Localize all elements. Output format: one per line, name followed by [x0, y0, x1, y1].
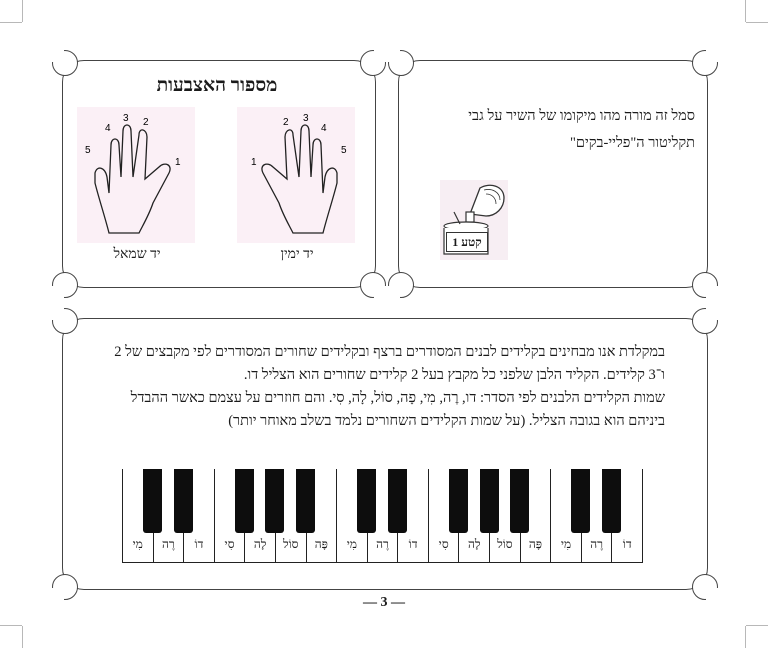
left-hand-card: [77, 107, 195, 243]
left-hand-icon: [77, 107, 195, 243]
white-key-label: סִי: [224, 537, 235, 551]
track-badge: קטע 1: [446, 232, 488, 252]
right-hand-finger-5: 5: [341, 145, 347, 156]
right-hand-card: [237, 107, 355, 243]
right-hand-icon: [237, 107, 355, 243]
playback-description-line-2: תקליטור ה"פליי-בקים": [570, 135, 695, 151]
white-key-label: דוֹ: [408, 537, 418, 551]
white-key-label: דוֹ: [194, 537, 204, 551]
right-hand-finger-1: 1: [251, 157, 257, 168]
white-key-label: לָה: [468, 537, 481, 551]
white-key-label: סוֹל: [497, 537, 513, 551]
playback-description-line-1: סמל זה מורה מהו מיקומו של השיר על גבי: [468, 108, 695, 124]
black-key[interactable]: [480, 469, 499, 533]
black-key[interactable]: [143, 469, 162, 533]
page-number-value: 3: [380, 595, 388, 610]
white-key-label: סוֹל: [282, 537, 299, 551]
white-key-label: מִי: [560, 537, 572, 551]
black-key[interactable]: [235, 469, 254, 533]
playback-description: [413, 103, 695, 157]
right-hand-label: יד ימין: [280, 247, 314, 262]
black-key[interactable]: [357, 469, 376, 533]
black-key[interactable]: [388, 469, 407, 533]
white-key-label: דוֹ: [622, 537, 632, 551]
white-key-label: לָה: [253, 537, 267, 551]
white-key-label: מִי: [132, 537, 143, 551]
keyboard-explanation: [103, 341, 665, 433]
black-key[interactable]: [265, 469, 284, 533]
finger-numbering-box: [62, 60, 376, 288]
gramophone-icon: [440, 180, 508, 260]
black-key[interactable]: [510, 469, 529, 533]
black-key[interactable]: [449, 469, 468, 533]
white-key-label: רֶה: [376, 537, 389, 551]
white-key-label: פָּה: [314, 537, 328, 551]
finger-numbering-title: מספור האצבעות: [156, 75, 278, 96]
right-hand-finger-3: 3: [303, 113, 309, 124]
right-hand-finger-4: 4: [321, 123, 327, 134]
left-hand-finger-2: 2: [143, 117, 149, 128]
white-key-label: רֶה: [161, 537, 175, 551]
white-key-label: רֶה: [590, 537, 603, 551]
black-key[interactable]: [602, 469, 621, 533]
left-hand-label: יד שמאל: [113, 247, 161, 262]
left-hand-finger-3: 3: [123, 113, 129, 124]
keyboard-explanation-line-1: במקלדת אנו מבחינים בקלידים לבנים המסודרים ברצף ובקלידים שחורים המסודרים לפי מקבצים של 2: [114, 344, 665, 360]
page-number: — 3 —: [363, 595, 405, 610]
black-key[interactable]: [174, 469, 193, 533]
keyboard-explanation-line-4: ביניהם הוא בגובה הצליל. (על שמות הקלידים השחורים נלמד בשלב מאוחר יותר): [228, 413, 665, 429]
black-key[interactable]: [571, 469, 590, 533]
left-hand-finger-1: 1: [175, 157, 181, 168]
keyboard-explanation-line-2: ו־3 קלידים. הקליד הלבן שלפני כל מקבץ בעל 2 קלידים שחורים הוא הצליל דו.: [243, 367, 665, 383]
keyboard-explanation-line-3: שמות הקלידים הלבנים לפי הסדר: דו, רֶה, מִי, פָה, סוֹל, לָה, סִי. והם חוזרים על עצמם כאשר ההבדל: [130, 390, 665, 406]
left-hand-finger-4: 4: [105, 123, 111, 134]
right-hand-finger-2: 2: [283, 117, 289, 128]
black-key[interactable]: [296, 469, 315, 533]
piano-keyboard: [122, 469, 642, 564]
white-key-label: סִי: [438, 537, 449, 551]
left-hand-finger-5: 5: [85, 145, 91, 156]
white-key-label: מִי: [346, 537, 358, 551]
white-key-label: פָּה: [528, 537, 543, 551]
